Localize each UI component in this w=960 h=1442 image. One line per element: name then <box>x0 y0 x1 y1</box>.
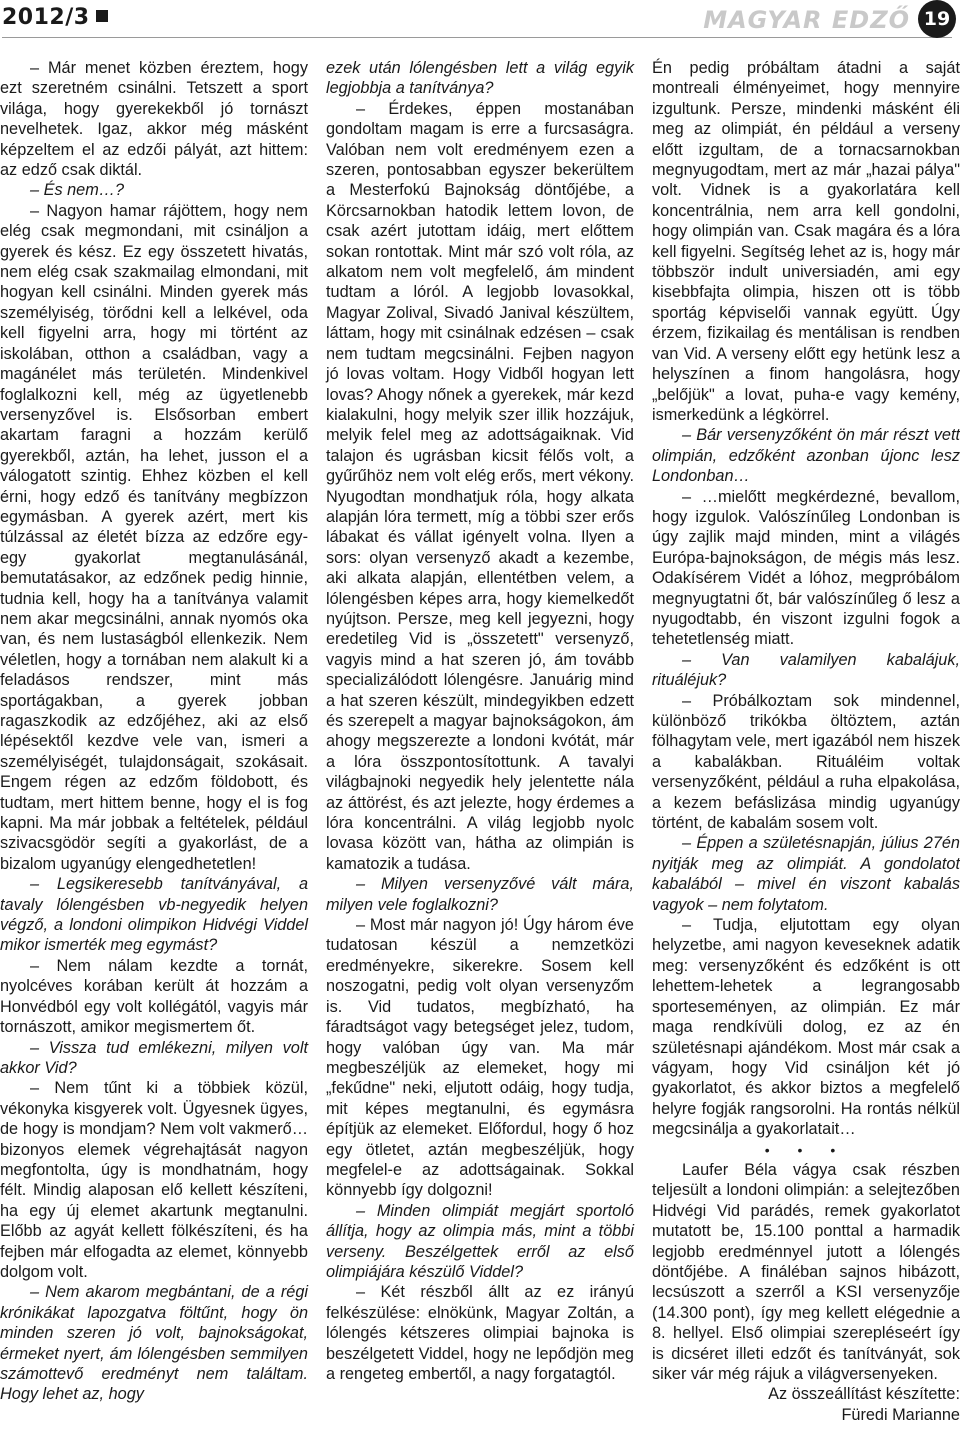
square-bullet-icon <box>96 10 108 22</box>
author-credit: Füredi Marianne <box>841 1405 960 1424</box>
paragraph: – Nem nálam kezdte a tornát, nyolcéves korában került át hozzám a Honvédból egy volt kollégától, vagyis már tornászott, amikor megismertem őt. <box>0 956 308 1037</box>
page-number-badge: 19 <box>918 0 956 38</box>
magazine-title: MAGYAR EDZŐ <box>703 6 910 34</box>
paragraph: – Érdekes, éppen mostanában gondoltam magam is erre a furcsaságra. Valóban nem volt eredményem ezen a szeren, pontosabban egyszer bekerültem a Mesterfokú Bajnokság döntőjébe, a Körcsarnokban hatodik lettem lovon, de csak azért jutottam idáig, mert előttem sokan rontottak. Mint már szó volt róla, az alkatom nem volt megfelelő, ám mindent tudtam a lóról. A legjobb lovasokkal, Magyar Zolival, Sivadó Janival készültem, láttam, hogy mit csinálnak edzésen – csak nem tudtam megcsinálni. Fejben nagyon jó lovas voltam. Hogy Vidből hogyan lett lovas? Ahogy nőnek a gyerekek, már kezd kialakulni, hogy melyik szer illik hozzájuk, melyik felel meg az adottságaiknak. Vid talajon és ugrásban kicsit félős volt, a gyűrűhöz nem volt elég erős, mert vékony. Nyugodtan mondhatjuk róla, hogy alkata alapján lóra termett, míg a többi szer erős lábakat és vállat igényelt volna. Ilyen a sors: olyan versenyző akadt a kezembe, aki alkata alapján, ellentétben velem, a lólengésben képes arra, hogy kiemelkedőt nyújtson. Persze, meg kell jegyezni, hogy eredetileg Vid is „összetett" versenyző, vagyis mind a hat szeren jó, ám tovább specializálódott lólengésre. Januárig mind a hat szeren készült, mindegyikben edzett és szerepelt a magyar bajnokságokon, ám ahogy megszerezte a londoni kvótát, már a lóra összpontosítottunk. A tavalyi világbajnoki negyedik hely jelentette nála az áttörést, és azt jelezte, hogy érdemes a lóra koncentrálni. A világ legjobb nyolc lovasa között van, hátha az olimpián is kamatozik a tudása. <box>326 99 634 873</box>
text-column-3 <box>652 58 960 1425</box>
interview-question: – Minden olimpiát megjárt sportoló állítja, hogy az olimpia más, mint a többi verseny. Beszélgettek erről az első olimpiájára készülő Viddel? <box>326 1201 634 1281</box>
section-separator: • • • <box>764 1141 848 1158</box>
interview-question: – Van valamilyen kabalájuk, rituáléjuk? <box>652 650 960 690</box>
paragraph: – Tudja, eljutottam egy olyan helyzetbe, ami nagyon keveseknek adatik meg: versenyzőként és edzőként is ott lehettem-lehetek a legrangosabb sporteseményen, az olimpián. Ez már maga rendkívüli dolog, ez az én születésnapi ajándékom. Most már csak a vágyam, hogy Vid csináljon két jó gyakorlatot, és akkor biztos a megfelelő helyre fogják rangsorolni. Ha rontás nélkül megcsinálja a gyakorlatait… <box>652 916 960 1139</box>
paragraph: – Most már nagyon jó! Úgy három éve tudatosan készül a nemzetközi eredményekre, sikerekre. Sosem kell noszogatni, pedig volt olyan versenyzőm is. Vid tudatos, megbízható, ha fáradtságot vagy betegséget jelez, tudom, hogy valóban úgy van. Ma már megbeszéljük az elemeket, hogy mi „fekűdne" neki, eljutott odáig, hogy tudja, mit képes megtanulni, és egymásra építjük az elemeket. Előfordul, hogy ő hoz egy ötletet, aztán megbeszéljük, hogy megfelel-e az adottságainak. Sokkal könnyebb így dolgozni! <box>326 916 634 1200</box>
interview-question: – Bár versenyzőként ön már részt vett olimpián, edzőként azonban újonc lesz Londonban… <box>652 426 960 486</box>
interview-question: – Vissza tud emlékezni, milyen volt akkor Vid? <box>0 1038 308 1077</box>
interview-question: – Nem akarom megbántani, de a régi krónikákat lapozgatva föltűnt, hogy ön minden szeren jó volt, bajnokságokat, érmeket nyert, ám lólengésben semmilyen számottevő eredményt nem találtam. Hogy lehet az, hogy <box>0 1283 308 1404</box>
interview-question: – És nem…? <box>30 181 125 200</box>
interview-question: – Milyen versenyzővé vált mára, milyen vele foglalkozni? <box>326 875 634 914</box>
paragraph: – …mielőtt megkérdezné, bevallom, hogy izgulok. Valószínűleg Londonban is úgy zajlik majd minden, mint a világés Európa-bajnokságon, de mégis más lesz. Odakísérem Vidét a lóhoz, megpróbálom megnyugtatni őt, bár valószínűleg ő lesz a nyugodtabb, én viszont izgulni fogok a tehetetlenség miatt. <box>652 487 960 649</box>
paragraph: – Nem tűnt ki a többiek közül, vékonyka kisgyerek volt. Ügyesnek ügyes, de hogy is mondjam? Nem volt vakmerő… bizonyos elemek végrehajtását nagyon megfontolta, úgy is mondhatnám, hogy félt. Mindig alaposan elő kellett készíteni, ha egy új elemet akartunk megtanulni. Előbb az agyát kellett fölkészíteni, és ha fejben már elfogadta az elemet, könnyebb dolgom volt. <box>0 1079 308 1281</box>
interview-question: – Éppen a születésnapján, július 27én nyitják meg az olimpiát. A gondolatot kabalából – mivel én viszont kabalás vagyok – nem folytatom. <box>652 834 960 914</box>
text-column-2 <box>326 58 634 1384</box>
interview-question: ezek után lólengésben lett a világ egyik legjobbja a tanítványa? <box>326 59 634 98</box>
header-rule <box>2 37 952 38</box>
page-header <box>0 0 960 48</box>
paragraph: Laufer Béla vágya csak részben teljesült a londoni olimpián: a selejtezőben Hidvégi Vid parádés, remek gyakorlatot mutatott be, 15.100 ponttal a harmadik legjobb eredménnyel jutott a lólengés döntőjébe. A fináléban sajnos hibázott, lecsúszott a szerről a KSI versenyzője (14.300 pont), így meg kellett elégednie a 8. hellyel. Első olimpiai szerepléseért így is dicséret illeti edzőt és tanítványát, sok siker vár még rájuk a világversenyeken. <box>652 1160 960 1383</box>
paragraph: – Két részből állt az ez irányú felkészülése: elnökünk, Magyar Zoltán, a lólengés kétszeres olimpiai bajnoka is beszélgetett Viddel, hogy ne lepődjön meg a rengeteg embertől, a nagy forgatagtól. <box>326 1283 634 1383</box>
paragraph: – Nagyon hamar rájöttem, hogy nem elég csak megmondani, mit csináljon a gyerek és kész. Ez egy összetett hivatás, nem elég csak szakmailag elmondani, mit hogyan kell csinálni. Minden gyerek más személyiség, törődni kell a lelkével, oda kell figyelni arra, hogy mi történt az iskolában, otthon a családban, vagy a magánélet más területén. Mindenkivel foglalkozni kell, még az ügyetlenebb versenyzővel is. Elsősorban embert akartam faragni a hozzám kerülő gyerekből, aztán, ha lehet, jusson el a válogatott szintig. Ehhez közben el kell érni, hogy edző és tanítvány megbízzon egymásban. A gyerek azért, mert kis túlzással az életét bízza az edzőre egy-egy gyakorlat megtanulásánál, bemutatásakor, az edzőnek pedig hinnie, tudnia kell, hogy ha a tanítványa valamit nem akar megcsinálni, annak nyomós oka van, és nem lustaságból ellenkezik. Nem véletlen, hogy a tornában nem alakult ki a feladásos rendszer, mint más sportágakban, a gyerek jobban ragaszkodik az edzőjéhez, aki az első lépésektől kezdve vele van, ismeri a személyiségét, tulajdonságait, szokásait. Engem régen az edzőm földobott, és tudtam, mert hittem benne, hogy el is fog kapni. Ma már jobbak a feltételek, például szivacsgödör segíti a gyakorlást, de a bizalom ugyanúgy elengedhetetlen! <box>0 201 308 873</box>
paragraph: – Próbálkoztam sok mindennel, különböző trikókba öltöztem, aztán fölhagytam vele, mert igazából nem hiszek a kabalákban. Rituáléim voltak versenyzőként, például a ruha elpakolása, a kezem befáslizása mindig ugyanúgy történt, de kabalám sosem volt. <box>652 691 960 833</box>
interview-question: – Legsikeresebb tanítványával, a tavaly lólengésben vb-negyedik helyen végző, a londoni olimpikon Hidvégi Viddel mikor ismerték meg egymást? <box>0 875 308 955</box>
author-credit: Az összeállítást készítette: <box>768 1385 960 1404</box>
paragraph: – Már menet közben éreztem, hogy ezt szeretném csinálni. Tetszett a sport világa, hogy gyerekekből jó tornászt nevelhetek. Igaz, akkor még másként képzeltem el az edzői pályát, azt hittem: az edző csak diktál. <box>0 59 308 180</box>
issue-number: 2012/3 <box>2 5 108 30</box>
text-column-1 <box>0 58 308 1405</box>
paragraph: Én pedig próbáltam átadni a saját montreali élményeimet, hogy mennyire izgultunk. Persze, mindenki másként éli meg az olimpiát, én például a verseny előtt izgultam, de a tornacsarnokban megnyugodtam, mert az már „hazai pálya" volt. Vidnek is a gyakorlatára kell koncentrálnia, nem arra kell gondolni, hogy olimpián van. Csak magára és a lóra kell figyelni. Segítség lehet az is, hogy már többször indult universiadén, ami egy kisebbfajta olimpia, hiszen ott is több sportág képviselői vannak együtt. Úgy érzem, fizikailag és mentálisan is rendben van Vid. A verseny előtt egy hetünk lesz a helyszínen a finom hangolásra, hogy „belőjük" a lovat, puha-e vagy kemény, ismerkedünk a légkörrel. <box>652 59 960 424</box>
